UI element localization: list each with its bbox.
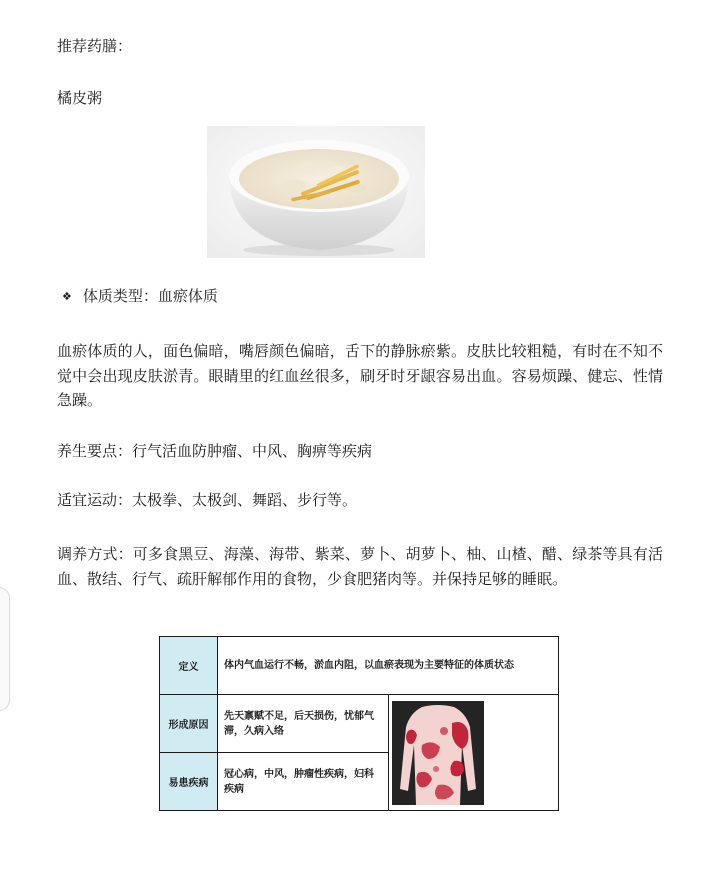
table-label-cell: 定义 (160, 637, 218, 695)
blood-stasis-table (159, 636, 559, 811)
constitution-type-bullet (62, 285, 218, 308)
table-label-cell: 形成原因 (160, 695, 218, 753)
table-label-cell: 易患疾病 (160, 753, 218, 811)
constitution-type-text: 体质类型：血瘀体质 (82, 287, 218, 305)
side-scroll-tab[interactable] (0, 587, 10, 711)
four-diamond-bullet-icon: ❖ (62, 290, 72, 303)
table-value-cell: 冠心病，中风，肿瘤性疾病，妇科疾病 (218, 753, 389, 811)
table-value-cell: 先天禀赋不足，后天损伤，忧郁气滞，久病入络 (218, 695, 389, 753)
table-row (160, 637, 559, 695)
health-key-points: 养生要点：行气活血防肿瘤、中风、胸痹等疾病 (57, 442, 373, 460)
regimen-methods: 调养方式：可多食黑豆、海藻、海带、紫菜、萝卜、胡萝卜、柚、山楂、醋、绿茶等具有活血、散结、行气、疏肝解郁作用的食物，少食肥猪肉等。并保持足够的睡眠。 (57, 545, 663, 588)
suitable-exercise: 适宜运动：太极拳、太极剑、舞蹈、步行等。 (57, 491, 358, 509)
bruised-torso-image (392, 701, 484, 805)
recommended-dishes-heading: 推荐药膳： (57, 37, 133, 55)
dish-name: 橘皮粥 (57, 89, 103, 107)
table-value-cell: 体内气血运行不畅，淤血内阻，以血瘀表现为主要特征的体质状态 (218, 637, 559, 695)
constitution-description: 血瘀体质的人，面色偏暗，嘴唇颜色偏暗，舌下的静脉瘀紫。皮肤比较粗糙，有时在不知不觉中会出现皮肤淤青。眼睛里的红血丝很多，刷牙时牙龈容易出血。容易烦躁、健忘、性情急躁。 (57, 342, 663, 409)
table-row (160, 695, 559, 753)
porridge-bowl-photo (207, 126, 425, 258)
table-image-cell (388, 695, 559, 811)
